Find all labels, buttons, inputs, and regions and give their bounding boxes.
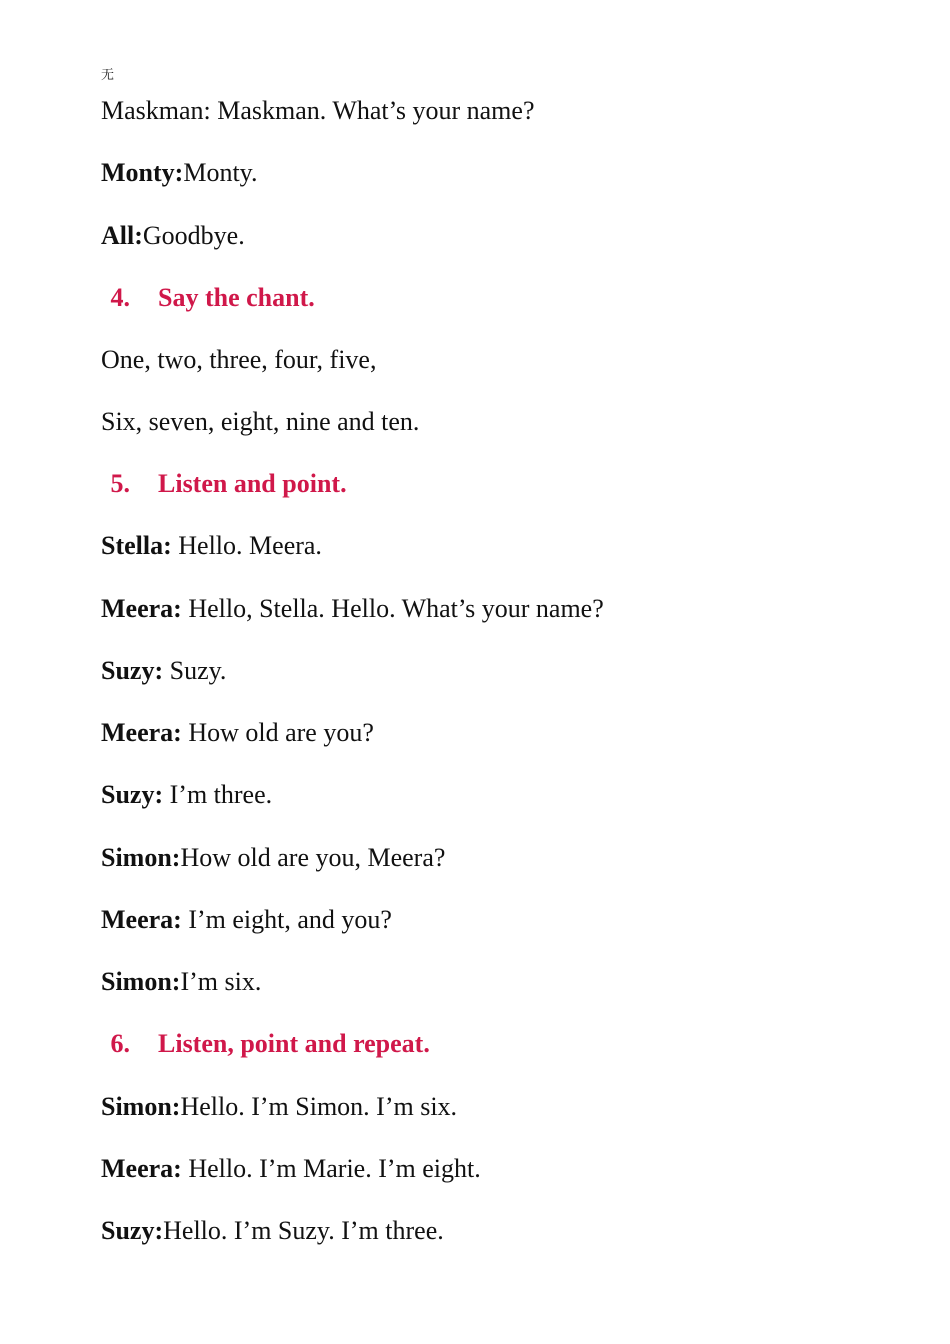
section-number [101,283,158,313]
dialogue-text: Hello, Stella. Hello. What’s your name? [181,594,604,623]
speaker-label: Simon: [101,843,181,872]
speaker-label: Stella: [101,531,172,560]
speaker-label: Simon: [101,1092,181,1121]
dialogue-text: Hello. I’m Simon. I’m six. [180,1092,458,1121]
section-number-text: 5. [110,469,130,498]
dialogue-text: I’m eight, and you? [181,905,392,934]
section-heading-5 [101,469,347,499]
speaker-label: Suzy: [101,656,164,685]
intro-line: Maskman: Maskman. What’s your name? [101,96,535,125]
dialogue-text: I’m six. [180,967,262,996]
dialogue-text: Goodbye. [142,221,245,250]
dialogue-line [101,1216,444,1246]
section-number-text: 6. [110,1029,130,1058]
dialogue-text: I’m three. [163,780,273,809]
section-title: Say the chant. [158,283,315,312]
dialogue-line [101,594,604,624]
dialogue-line [101,656,226,686]
dialogue-text: Hello. Meera. [171,531,322,560]
speaker-label: Meera: [101,718,182,747]
dialogue-line [101,843,445,873]
section-heading-6 [101,1029,430,1059]
speaker-label: Monty: [101,158,184,187]
dialogue-line [101,1154,481,1184]
dialogue-line [101,780,272,810]
chant-line: One, two, three, four, five, [101,345,377,374]
speaker-label: Meera: [101,1154,182,1183]
dialogue-text: Suzy. [163,656,227,685]
dialogue-text: Hello. I’m Suzy. I’m three. [163,1216,444,1245]
section-number [101,1029,158,1059]
dialogue-text: How old are you, Meera? [180,843,446,872]
dialogue-line [101,221,245,251]
chant-line: Six, seven, eight, nine and ten. [101,407,420,436]
speaker-label: All: [101,221,143,250]
speaker-label: Simon: [101,967,181,996]
dialogue-line [101,158,257,188]
section-title: Listen, point and repeat. [158,1029,430,1058]
section-number-text: 4. [110,283,130,312]
dialogue-text: Monty. [183,158,258,187]
speaker-label: Suzy: [101,780,164,809]
dialogue-line [101,1092,457,1122]
speaker-label: Meera: [101,905,182,934]
speaker-label: Meera: [101,594,182,623]
dialogue-line [101,531,322,561]
dialogue-line [101,967,261,997]
note-text: 无 [101,68,115,83]
section-title: Listen and point. [158,469,347,498]
section-heading-4 [101,283,315,313]
dialogue-text: How old are you? [181,718,374,747]
dialogue-text: Hello. I’m Marie. I’m eight. [181,1154,481,1183]
section-number [101,469,158,499]
speaker-label: Suzy: [101,1216,164,1245]
dialogue-line [101,905,392,935]
dialogue-line [101,718,374,748]
